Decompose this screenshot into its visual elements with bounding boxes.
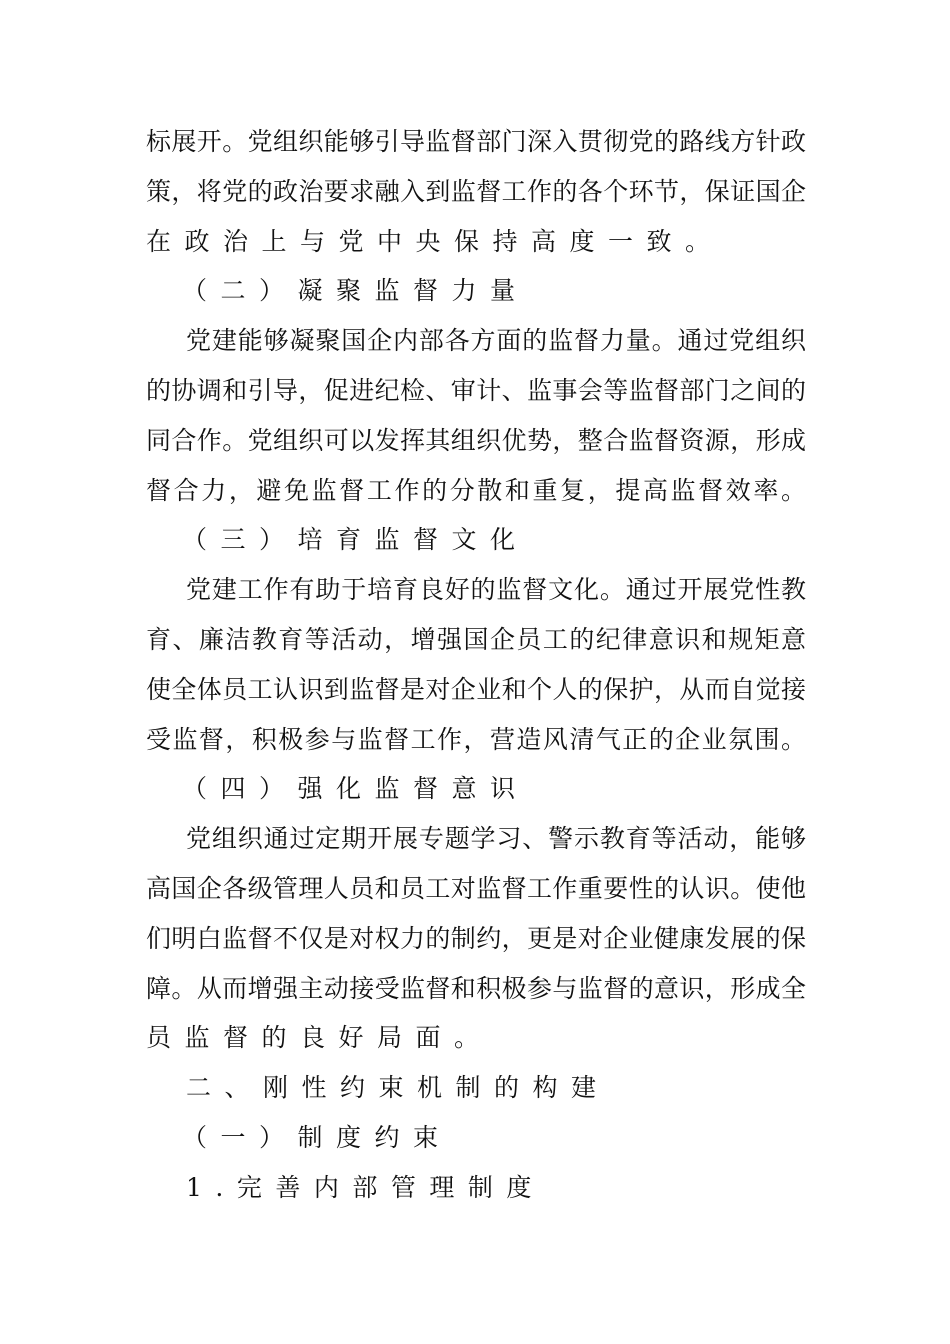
paragraph-line: 党建工作有助于培育良好的监督文化。通过开展党性教 xyxy=(186,575,806,605)
paragraph-line: 同合作。党组织可以发挥其组织优势，整合监督资源，形成 xyxy=(146,425,806,455)
paragraph-line: 们明白监督不仅是对权力的制约，更是对企业健康发展的保 xyxy=(146,923,806,953)
paragraph-line: 党组织通过定期开展专题学习、警示教育等活动，能够 xyxy=(186,824,806,854)
paragraph-line: 育、廉洁教育等活动，增强国企员工的纪律意识和规矩意 xyxy=(146,624,806,654)
section-heading: （二）凝聚监督力量 xyxy=(182,276,529,306)
paragraph-line: 标展开。党组织能够引导监督部门深入贯彻党的路线方针政 xyxy=(146,127,806,156)
section-heading: 二、刚性约束机制的构建 xyxy=(186,1073,610,1103)
section-heading: 1.完善内部管理制度 xyxy=(186,1172,545,1202)
section-heading: （四）强化监督意识 xyxy=(182,774,529,804)
paragraph-line: 督合力，避免监督工作的分散和重复，提高监督效率。 xyxy=(146,475,806,505)
section-heading: （三）培育监督文化 xyxy=(182,525,529,555)
paragraph-line: 员监督的良好局面。 xyxy=(146,1023,493,1053)
paragraph-line: 使全体员工认识到监督是对企业和个人的保护，从而自觉接 xyxy=(146,674,806,704)
paragraph-line: 策，将党的政治要求融入到监督工作的各个环节，保证国企 xyxy=(146,176,806,206)
paragraph-line: 党建能够凝聚国企内部各方面的监督力量。通过党组织 xyxy=(186,326,806,356)
paragraph-line: 障。从而增强主动接受监督和积极参与监督的意识，形成全 xyxy=(146,973,806,1003)
paragraph-line: 在政治上与党中央保持高度一致。 xyxy=(146,226,724,256)
paragraph-line: 受监督，积极参与监督工作，营造风清气正的企业氛围。 xyxy=(146,724,806,754)
section-heading: （一）制度约束 xyxy=(182,1122,452,1152)
document-body xyxy=(146,117,806,1213)
paragraph-line: 的协调和引导，促进纪检、审计、监事会等监督部门之间的 xyxy=(146,375,806,405)
paragraph-line: 高国企各级管理人员和员工对监督工作重要性的认识。使他 xyxy=(146,873,806,903)
